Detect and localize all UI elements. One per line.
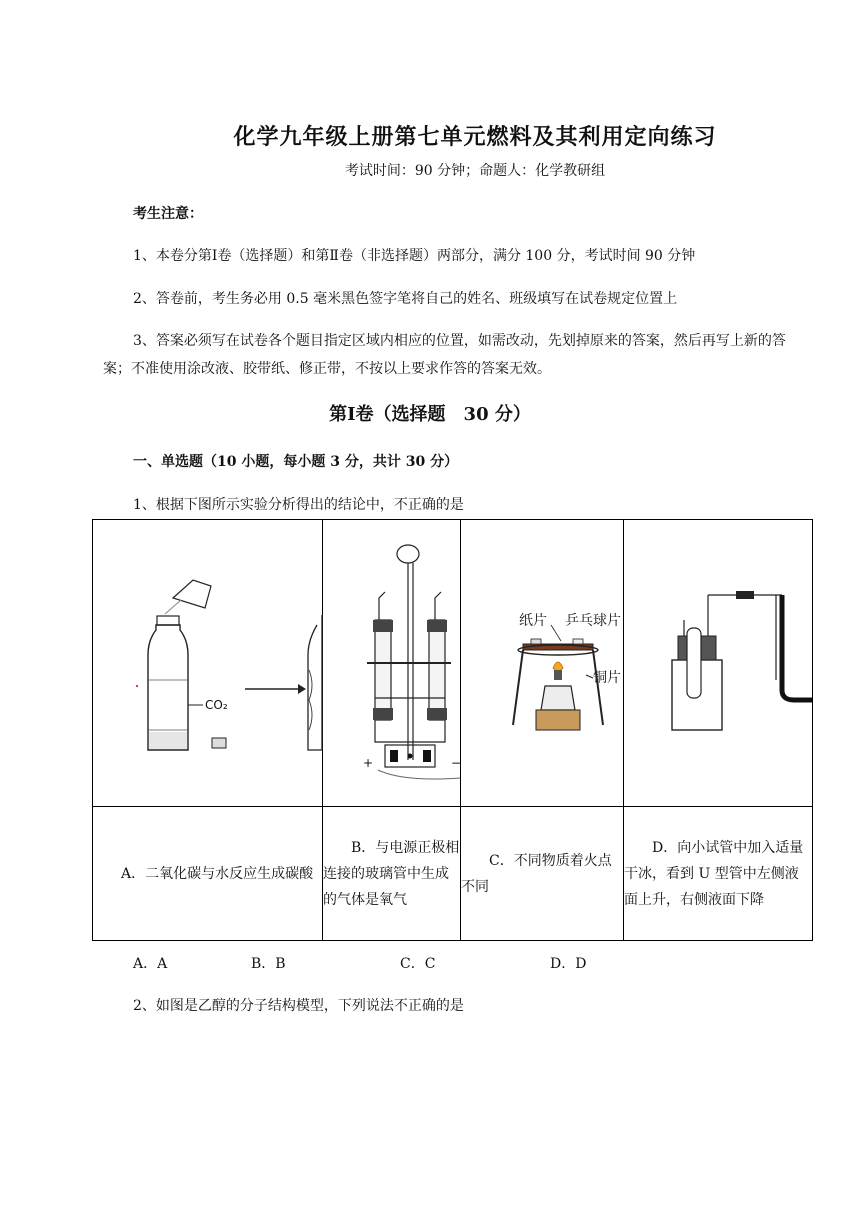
caption-d: D．向小试管中加入适量干冰，看到 U 型管中左侧液面上升，右侧液面下降 <box>624 807 813 941</box>
question-1-stem: 1、根据下图所示实验分析得出的结论中，不正确的是 <box>133 497 464 513</box>
notice-item-2: 2、答卷前，考生务必用 0.5 毫米黑色签字笔将自己的姓名、班级填写在试卷规定位置上 <box>133 291 678 307</box>
notice-item-1: 1、本卷分第Ⅰ卷（选择题）和第Ⅱ卷（非选择题）两部分，满分 100 分，考试时间 90 分钟 <box>133 248 696 264</box>
caption-a: A．二氧化碳与水反应生成碳酸 <box>93 807 323 941</box>
part-title: 一、单选题（10 小题，每小题 3 分，共计 30 分） <box>133 454 459 470</box>
copper-label: 铜片 <box>593 670 621 686</box>
figure-d-cell <box>624 520 813 807</box>
caption-b: B．与电源正极相连接的玻璃管中生成的气体是氧气 <box>323 807 461 941</box>
figure-b-electrolysis <box>323 520 460 802</box>
section-title: 第Ⅰ卷（选择题 30 分） <box>329 404 531 425</box>
option-b[interactable]: B．B <box>251 956 286 972</box>
notice-heading: 考生注意： <box>133 206 203 222</box>
option-c[interactable]: C．C <box>400 956 436 972</box>
figure-a-co2-bottle <box>93 520 322 802</box>
page-title: 化学九年级上册第七单元燃料及其利用定向练习 <box>233 124 717 150</box>
co2-label: CO₂ <box>205 698 228 712</box>
minus-label: − <box>451 756 462 770</box>
figure-a-cell <box>93 520 323 807</box>
pingpong-label: 乒乓球片 <box>565 613 621 629</box>
question-2-stem: 2、如图是乙醇的分子结构模型，下列说法不正确的是 <box>133 998 464 1014</box>
question-1-figure-table <box>92 519 813 941</box>
question-1-options <box>0 953 860 977</box>
figure-d-u-tube <box>624 520 812 802</box>
exam-info: 考试时间：90 分钟；命题人：化学教研组 <box>344 163 606 179</box>
figure-b-cell <box>323 520 461 807</box>
notice-item-3: 3、答案必须写在试卷各个题目指定区域内相应的位置，如需改动，先划掉原来的答案，然后再写上新的答案；不准使用涂改液、胶带纸、修正带，不按以上要求作答的答案无效。 <box>103 333 786 377</box>
figure-c-cell <box>461 520 624 807</box>
figure-c-ignition <box>461 520 623 802</box>
caption-c: C．不同物质着火点不同 <box>461 807 624 941</box>
plus-label: + <box>363 756 374 770</box>
paper-label: 纸片 <box>519 613 547 629</box>
option-a[interactable]: A．A <box>133 956 168 972</box>
option-d[interactable]: D．D <box>550 956 587 972</box>
